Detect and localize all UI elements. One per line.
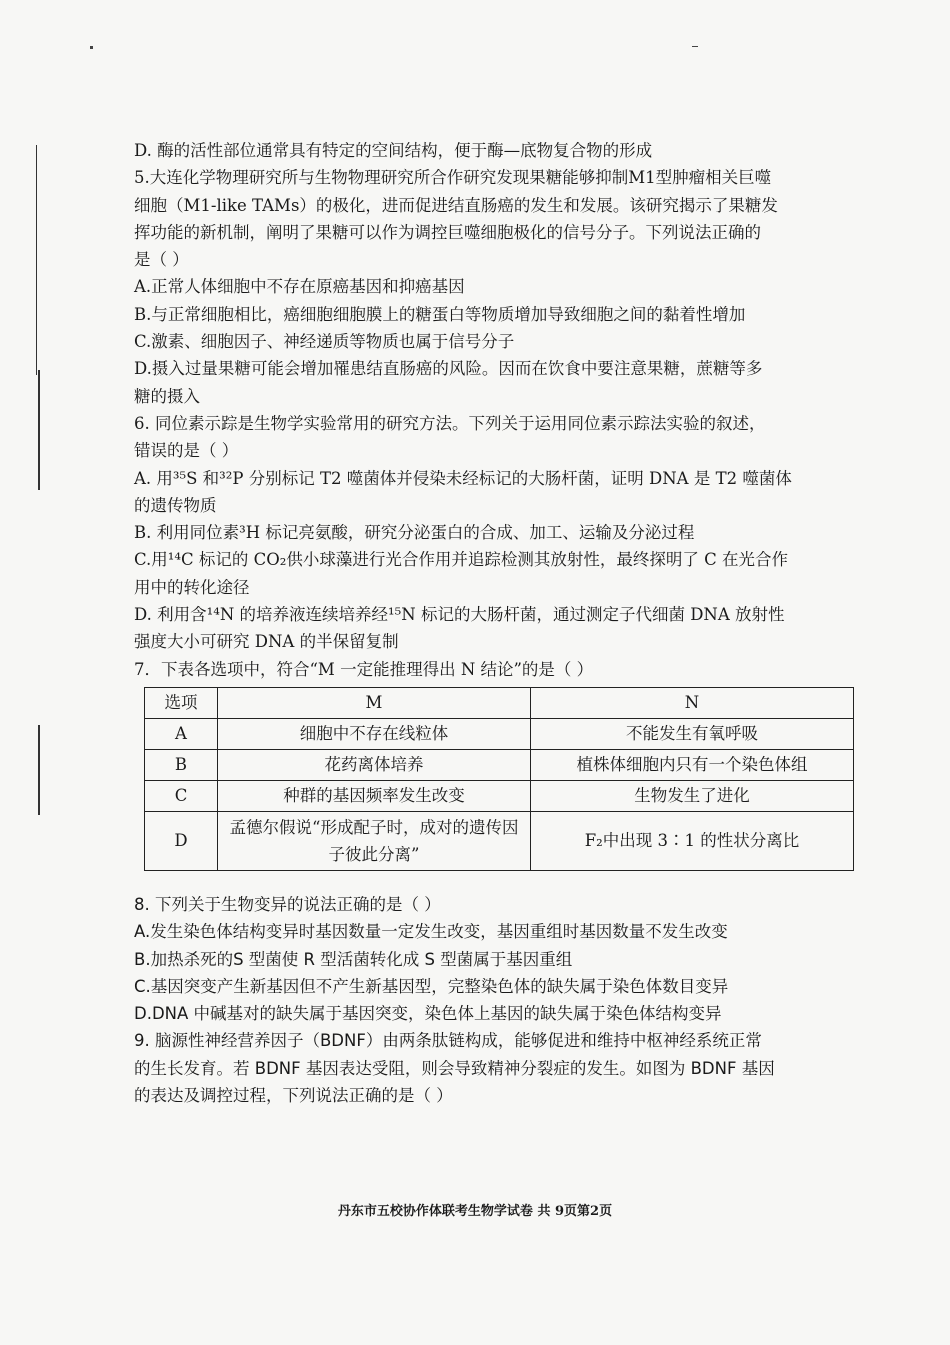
binding-line-mark — [36, 145, 37, 375]
question-5-stem: 5.大连化学物理研究所与生物物理研究所合作研究发现果糖能够抑制M1型肿瘤相关巨噬 — [134, 168, 772, 188]
text-line: 细胞（M1-like TAMs）的极化，进而促进结直肠癌的发生和发展。该研究揭示了果糖发 — [134, 195, 778, 215]
table-cell: F₂中出现 3∶1 的性状分离比 — [531, 811, 854, 870]
option-a: A. 用³⁵S 和³²P 分别标记 T2 噬菌体并侵染未经标记的大肠杆菌，证明 DNA 是 T2 噬菌体 — [134, 468, 792, 488]
option-d: D. 利用含¹⁴N 的培养液连续培养经¹⁵N 标记的大肠杆菌，通过测定子代细菌 DNA 放射性 — [134, 605, 785, 625]
table-row — [145, 811, 854, 870]
table-cell: D — [145, 811, 218, 870]
question-7-stem: 7．下表各选项中，符合“M 一定能推理得出 N 结论”的是（ ） — [134, 659, 594, 679]
table-cell: 花药离体培养 — [218, 749, 531, 780]
option-d: D.DNA 中碱基对的缺失属于基因突变，染色体上基因的缺失属于染色体结构变异 — [134, 1004, 722, 1024]
text-line: 的遗传物质 — [134, 495, 217, 515]
option-c: C.用¹⁴C 标记的 CO₂供小球藻进行光合作用并追踪检测其放射性，最终探明了 C 在光合作 — [134, 550, 789, 570]
question-7-table — [144, 687, 854, 871]
table-cell: C — [145, 780, 218, 811]
table-header-cell: M — [218, 687, 531, 718]
question-9-stem: 9. 脑源性神经营养因子（BDNF）由两条肽链构成，能够促进和维持中枢神经系统正常 — [134, 1031, 762, 1051]
text-line: 挥功能的新机制，阐明了果糖可以作为调控巨噬细胞极化的信号分子。下列说法正确的 — [134, 222, 761, 242]
table-cell: B — [145, 749, 218, 780]
question-6-stem: 6. 同位素示踪是生物学实验常用的研究方法。下列关于运用同位素示踪法实验的叙述， — [134, 413, 766, 433]
text-line: 的生长发育。若 BDNF 基因表达受阻，则会导致精神分裂症的发生。如图为 BDNF 基因 — [134, 1058, 775, 1078]
scan-speck — [90, 46, 93, 49]
table-cell: 孟德尔假说“形成配子时，成对的遗传因子彼此分离” — [218, 811, 531, 870]
table-cell: 细胞中不存在线粒体 — [218, 718, 531, 749]
text-line: 的表达及调控过程，下列说法正确的是（ ） — [134, 1086, 453, 1106]
text-line: 强度大小可研究 DNA 的半保留复制 — [134, 632, 399, 652]
table-cell: 植株体细胞内只有一个染色体组 — [531, 749, 854, 780]
option-b: B. 利用同位素³H 标记亮氨酸，研究分泌蛋白的合成、加工、运输及分泌过程 — [134, 523, 695, 543]
table-row — [145, 718, 854, 749]
table-row — [145, 749, 854, 780]
text-line: 糖的摄入 — [134, 386, 200, 406]
option-c: C.激素、细胞因子、神经递质等物质也属于信号分子 — [134, 332, 515, 352]
option-b: B.与正常细胞相比，癌细胞细胞膜上的糖蛋白等物质增加导致细胞之间的黏着性增加 — [134, 304, 746, 324]
page-footer: 丹东市五校协作体联考生物学试卷 共 9页第2页 — [337, 1204, 613, 1219]
table-row — [145, 780, 854, 811]
table-cell: 种群的基因频率发生改变 — [218, 780, 531, 811]
option-d: D.摄入过量果糖可能会增加罹患结直肠癌的风险。因而在饮食中要注意果糖，蔗糖等多 — [134, 359, 763, 379]
option-a: A.发生染色体结构变异时基因数量一定发生改变，基因重组时基因数量不发生改变 — [134, 922, 728, 942]
table-header-row — [145, 687, 854, 718]
scan-speck — [692, 46, 698, 47]
option-c: C.基因突变产生新基因但不产生新基因型，完整染色体的缺失属于染色体数目变异 — [134, 976, 729, 996]
spacer — [134, 871, 854, 891]
question-8-stem: 8. 下列关于生物变异的说法正确的是（ ） — [134, 894, 441, 914]
question-7-table-wrap — [134, 687, 854, 871]
text-line: D. 酶的活性部位通常具有特定的空间结构，便于酶—底物复合物的形成 — [134, 141, 653, 160]
table-header-cell: 选项 — [145, 687, 218, 718]
text-line: 用中的转化途径 — [134, 577, 250, 597]
table-cell: 不能发生有氧呼吸 — [531, 718, 854, 749]
text-line: 错误的是（ ） — [134, 441, 239, 461]
binding-line-mark — [38, 725, 40, 815]
text-line: 是（ ） — [134, 250, 189, 270]
option-a: A.正常人体细胞中不存在原癌基因和抑癌基因 — [134, 277, 465, 297]
table-cell: 生物发生了进化 — [531, 780, 854, 811]
option-b: B.加热杀死的S 型菌使 R 型活菌转化成 S 型菌属于基因重组 — [134, 949, 573, 969]
table-cell: A — [145, 718, 218, 749]
table-header-cell: N — [531, 687, 854, 718]
binding-line-mark — [38, 370, 40, 490]
question-content — [134, 137, 854, 1109]
